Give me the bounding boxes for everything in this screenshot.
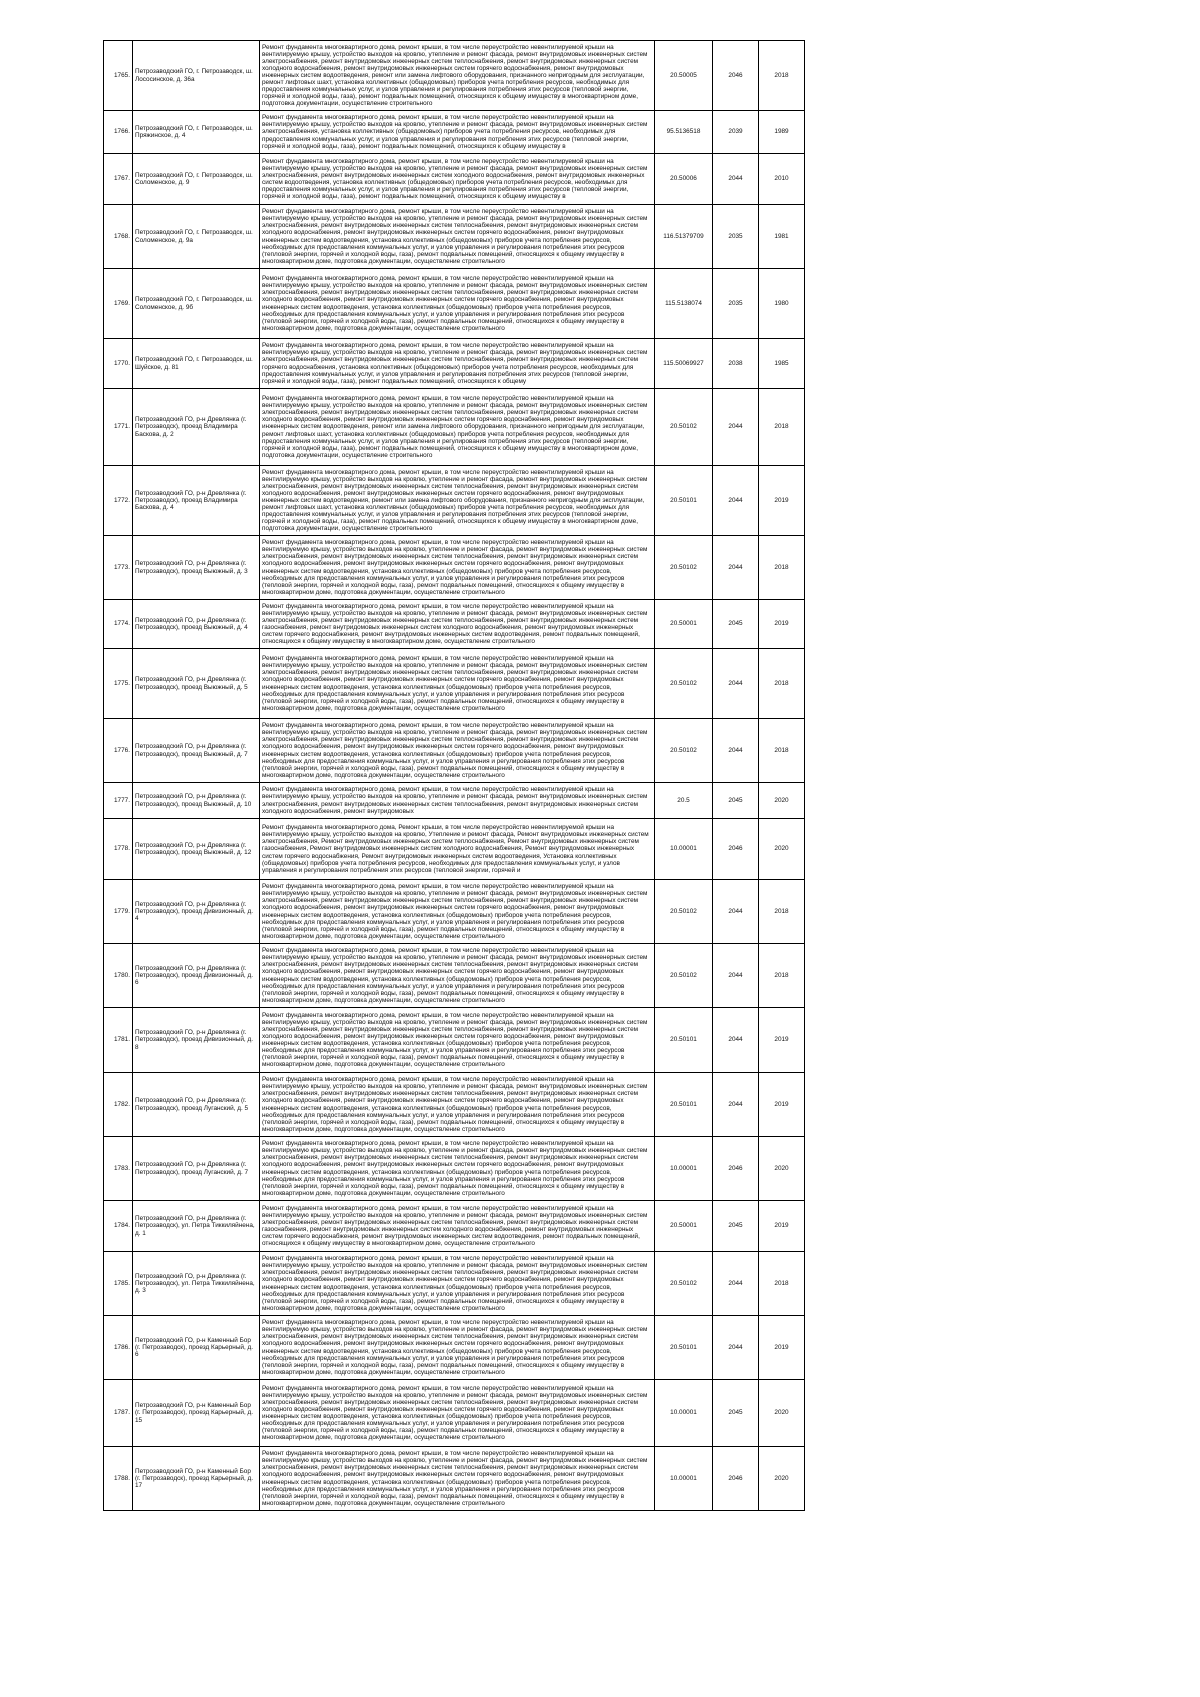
row-year-end: 2044 — [713, 944, 759, 1008]
row-address: Петрозаводский ГО, р-н Древлянка (г. Петрозаводск), проезд Владимира Баскова, д. 4 — [133, 466, 260, 536]
row-number: 1781. — [104, 1008, 133, 1073]
row-year-end: 2044 — [713, 389, 759, 466]
row-cost: 20.50102 — [655, 1252, 713, 1316]
row-address: Петрозаводский ГО, г. Петрозаводск, ш. Соломенское, д. 9 — [133, 154, 260, 205]
row-works-text: Ремонт фундамента многоквартирного дома, ремонт крыши, в том числе переустройство невентилируемой крыши на вентилируемую крышу, устройство выходов на кровлю, утепление и ремонт фасада, ремонт внутридомовых инженерных систем электроснабжения, ремонт внутридомовых инженерных систем теплоснабжения, ремонт внутридомовых инженерных систем холодного водоснабжения, ремонт внутридомовых инженерных систем горячего водоснабжения, ремонт внутридомовых инженерных систем водоотведения, установка коллективных (общедомовых) приборов учета потребления ресурсов, необходимых для предоставления коммунальных услуг, и узлов управления и регулирования потребления этих ресурсов (тепловой энергии, горячей и холодной воды, газа), ремонт подвальных помещений, относящихся к общему имуществу в многоквартирном доме, подготовка документации, осуществление строительного — [262, 1319, 648, 1376]
row-address: Петрозаводский ГО, р-н Каменный Бор (г. Петрозаводск), проезд Карьерный, д. 17 — [133, 1447, 260, 1511]
row-works-text: Ремонт фундамента многоквартирного дома, ремонт крыши, в том числе переустройство невентилируемой крыши на вентилируемую крышу, устройство выходов на кровлю, утепление и ремонт фасада, ремонт внутридомовых инженерных систем электроснабжения, ремонт внутридомовых инженерных систем теплоснабжения, ремонт внутридомовых инженерных систем горячего водоснабжения, установка коллективных (общедомовых) приборов учета потребления ресурсов, необходимых для предоставления коммунальных услуг, и узлов управления и регулирования потребления этих ресурсов (тепловой энергии, горячей и холодной воды, газа), ремонт подвальных помещений, относящихся к общему — [262, 342, 648, 385]
table-row — [104, 154, 805, 205]
row-address: Петрозаводский ГО, р-н Каменный Бор (г. Петрозаводск), проезд Карьерный, д. 15 — [133, 1380, 260, 1447]
row-number: 1784. — [104, 1201, 133, 1252]
row-year-end: 2045 — [713, 783, 759, 819]
row-year-built: 2019 — [759, 1008, 805, 1073]
table-row — [104, 1201, 805, 1252]
row-year-end: 2045 — [713, 1201, 759, 1252]
row-year-built: 2018 — [759, 536, 805, 600]
table-row — [104, 339, 805, 389]
row-year-end: 2046 — [713, 1137, 759, 1201]
row-year-end: 2044 — [713, 649, 759, 719]
row-year-built: 2019 — [759, 1201, 805, 1252]
row-number: 1774. — [104, 600, 133, 649]
row-address: Петрозаводский ГО, г. Петрозаводск, ш. Соломенское, д. 9а — [133, 205, 260, 269]
row-works — [260, 600, 655, 649]
table-row — [104, 41, 805, 111]
row-year-end: 2038 — [713, 339, 759, 389]
row-works — [260, 944, 655, 1008]
row-year-end: 2039 — [713, 111, 759, 154]
row-year-built: 2018 — [759, 880, 805, 944]
row-address: Петрозаводский ГО, р-н Древлянка (г. Петрозаводск), проезд Дивизионный, д. 8 — [133, 1008, 260, 1073]
row-cost: 20.50101 — [655, 1316, 713, 1380]
row-year-built: 2010 — [759, 154, 805, 205]
row-year-built: 1985 — [759, 339, 805, 389]
row-year-end: 2035 — [713, 269, 759, 339]
row-year-built: 2020 — [759, 1137, 805, 1201]
row-cost: 20.50102 — [655, 880, 713, 944]
row-works — [260, 1008, 655, 1073]
table-row — [104, 649, 805, 719]
row-number: 1772. — [104, 466, 133, 536]
row-year-built: 2020 — [759, 1380, 805, 1447]
row-year-end: 2046 — [713, 819, 759, 880]
row-cost: 20.50005 — [655, 41, 713, 111]
row-cost: 10.00001 — [655, 1447, 713, 1511]
row-works — [260, 819, 655, 880]
table-row — [104, 880, 805, 944]
row-works-text: Ремонт фундамента многоквартирного дома, ремонт крыши, в том числе переустройство невентилируемой крыши на вентилируемую крышу, устройство выходов на кровлю, утепление и ремонт фасада, ремонт внутридомовых инженерных систем электроснабжения, ремонт внутридомовых инженерных систем теплоснабжения, ремонт внутридомовых инженерных систем холодного водоснабжения, ремонт внутридомовых инженерных систем горячего водоснабжения, ремонт внутридомовых инженерных систем водоотведения, установка коллективных (общедомовых) приборов учета потребления ресурсов, необходимых для предоставления коммунальных услуг, и узлов управления и регулирования потребления этих ресурсов (тепловой энергии, горячей и холодной воды, газа), ремонт подвальных помещений, относящихся к общему имуществу в многоквартирном доме, подготовка документации, осуществление строительного — [262, 1384, 648, 1442]
row-year-end: 2044 — [713, 1316, 759, 1380]
row-cost: 20.50102 — [655, 389, 713, 466]
table-row — [104, 1316, 805, 1380]
table-row — [104, 466, 805, 536]
row-year-built: 2018 — [759, 41, 805, 111]
row-cost: 10.00001 — [655, 1380, 713, 1447]
row-address: Петрозаводский ГО, р-н Древлянка (г. Петрозаводск), проезд Владимира Баскова, д. 2 — [133, 389, 260, 466]
row-number: 1771. — [104, 389, 133, 466]
table-row — [104, 783, 805, 819]
row-year-end: 2045 — [713, 600, 759, 649]
row-year-built: 2019 — [759, 466, 805, 536]
row-address: Петрозаводский ГО, р-н Древлянка (г. Петрозаводск), проезд Дивизионный, д. 4 — [133, 880, 260, 944]
row-cost: 20.50101 — [655, 1008, 713, 1073]
row-works-text: Ремонт фундамента многоквартирного дома, ремонт крыши, в том числе переустройство невентилируемой крыши на вентилируемую крышу, устройство выходов на кровлю, утепление и ремонт фасада, ремонт внутридомовых инженерных систем электроснабжения, ремонт внутридомовых инженерных систем теплоснабжения, ремонт внутридомовых инженерных систем газоснабжения, ремонт внутридомовых инженерных систем холодного водоснабжения, ремонт внутридомовых инженерных систем горячего водоснабжения, ремонт внутридомовых инженерных систем водоотведения, ремонт подвальных помещений, относящихся к общему имуществу в многоквартирном доме, осуществление строительного — [262, 1204, 648, 1248]
row-number: 1787. — [104, 1380, 133, 1447]
row-works-text: Ремонт фундамента многоквартирного дома, ремонт крыши, в том числе переустройство невентилируемой крыши на вентилируемую крышу, устройство выходов на кровлю, утепление и ремонт фасада, ремонт внутридомовых инженерных систем электроснабжения, ремонт внутридомовых инженерных систем теплоснабжения, ремонт внутридомовых инженерных систем холодного водоснабжения, ремонт внутридомовых инженерных систем горячего водоснабжения, ремонт внутридомовых инженерных систем водоотведения, установка коллективных (общедомовых) приборов учета потребления ресурсов, необходимых для предоставления коммунальных услуг, и узлов управления и регулирования потребления этих ресурсов (тепловой энергии, горячей и холодной воды, газа), ремонт подвальных помещений, относящихся к общему имуществу в многоквартирном доме, подготовка документации, осуществление строительного — [262, 655, 648, 712]
row-works — [260, 41, 655, 111]
row-number: 1767. — [104, 154, 133, 205]
row-number: 1773. — [104, 536, 133, 600]
row-cost: 20.50102 — [655, 536, 713, 600]
row-works — [260, 205, 655, 269]
table-row — [104, 944, 805, 1008]
row-number: 1775. — [104, 649, 133, 719]
row-address: Петрозаводский ГО, р-н Древлянка (г. Петрозаводск), проезд Выюжный, д. 10 — [133, 783, 260, 819]
row-works-text: Ремонт фундамента многоквартирного дома, ремонт крыши, в том числе переустройство невентилируемой крыши на вентилируемую крышу, устройство выходов на кровлю, утепление и ремонт фасада, ремонт внутридомовых инженерных систем электроснабжения, ремонт внутридомовых инженерных систем теплоснабжения, ремонт внутридомовых инженерных систем холодного водоснабжения, ремонт внутридомовых инженерных систем горячего водоснабжения, ремонт внутридомовых инженерных систем водоотведения, установка коллективных (общедомовых) приборов учета потребления ресурсов, необходимых для предоставления коммунальных услуг, и узлов управления и регулирования потребления этих ресурсов (тепловой энергии, горячей и холодной воды, газа), ремонт подвальных помещений, относящихся к общему имуществу в многоквартирном доме, подготовка документации, осуществление строительного — [262, 1450, 648, 1507]
table-row — [104, 536, 805, 600]
row-cost: 115.50069927 — [655, 339, 713, 389]
row-works-text: Ремонт фундамента многоквартирного дома, ремонт крыши, в том числе переустройство невентилируемой крыши на вентилируемую крышу, устройство выходов на кровлю, утепление и ремонт фасада, ремонт внутридомовых инженерных систем электроснабжения, ремонт внутридомовых инженерных систем холодного водоснабжения, ремонт внутридомовых инженерных систем водоотведения, установка коллективных (общедомовых) приборов учета потребления ресурсов, необходимых для предоставления коммунальных услуг, и узлов управления и регулирования потребления этих ресурсов (тепловой энергии, горячей и холодной воды, газа), ремонт подвальных помещений, относящихся к общему имуществу в — [262, 157, 648, 201]
row-year-built: 2019 — [759, 1316, 805, 1380]
row-year-end: 2046 — [713, 1447, 759, 1511]
row-number: 1766. — [104, 111, 133, 154]
row-works-text: Ремонт фундамента многоквартирного дома, ремонт крыши, в том числе переустройство невентилируемой крыши на вентилируемую крышу, устройство выходов на кровлю, утепление и ремонт фасада, ремонт внутридомовых инженерных систем электроснабжения, ремонт внутридомовых инженерных систем теплоснабжения, ремонт внутридомовых инженерных систем холодного водоснабжения, ремонт внутридомовых инженерных систем горячего водоснабжения, ремонт внутридомовых инженерных систем водоотведения, ремонт или замена лифтового оборудования, признанного непригодным для эксплуатации, ремонт лифтовых шахт, установка коллективных (общедомовых) приборов учета потребления ресурсов, необходимых для предоставления коммунальных услуг, и узлов управления и регулирования потребления этих ресурсов (тепловой энергии, горячей и холодной воды, газа), ремонт подвальных помещений, относящихся к общему имуществу в многоквартирном доме, подготовка документации, осуществление строительного — [262, 468, 648, 533]
row-address: Петрозаводский ГО, р-н Древлянка (г. Петрозаводск), проезд Дивизионный, д. 6 — [133, 944, 260, 1008]
row-works-text: Ремонт фундамента многоквартирного дома, ремонт крыши, в том числе переустройство невентилируемой крыши на вентилируемую крышу, устройство выходов на кровлю, утепление и ремонт фасада, ремонт внутридомовых инженерных систем электроснабжения, ремонт внутридомовых инженерных систем теплоснабжения, ремонт внутридомовых инженерных систем холодного водоснабжения, ремонт внутридомовых инженерных систем горячего водоснабжения, ремонт внутридомовых инженерных систем водоотведения, установка коллективных (общедомовых) приборов учета потребления ресурсов, необходимых для предоставления коммунальных услуг, и узлов управления и регулирования потребления этих ресурсов (тепловой энергии, горячей и холодной воды, газа), ремонт подвальных помещений, относящихся к общему имуществу в многоквартирном доме, подготовка документации, осуществление строительного — [262, 947, 648, 1004]
row-number: 1779. — [104, 880, 133, 944]
table-row — [104, 205, 805, 269]
row-works-text: Ремонт фундамента многоквартирного дома, ремонт крыши, в том числе переустройство невентилируемой крыши на вентилируемую крышу, устройство выходов на кровлю, утепление и ремонт фасада, ремонт внутридомовых инженерных систем электроснабжения, ремонт внутридомовых инженерных систем теплоснабжения, ремонт внутридомовых инженерных систем холодного водоснабжения, ремонт внутридомовых инженерных систем горячего водоснабжения, ремонт внутридомовых инженерных систем водоотведения, установка коллективных (общедомовых) приборов учета потребления ресурсов, необходимых для предоставления коммунальных услуг, и узлов управления и регулирования потребления этих ресурсов (тепловой энергии, горячей и холодной воды, газа), ремонт подвальных помещений, относящихся к общему имуществу в многоквартирном доме, подготовка документации, осуществление строительного — [262, 539, 648, 596]
row-year-end: 2044 — [713, 1008, 759, 1073]
row-year-built: 2020 — [759, 819, 805, 880]
row-year-built: 2020 — [759, 783, 805, 819]
row-address: Петрозаводский ГО, р-н Древлянка (г. Петрозаводск), проезд Выюжный, д. 3 — [133, 536, 260, 600]
row-year-built: 2018 — [759, 1252, 805, 1316]
row-year-built: 1989 — [759, 111, 805, 154]
row-works-text: Ремонт фундамента многоквартирного дома, ремонт крыши, в том числе переустройство невентилируемой крыши на вентилируемую крышу, устройство выходов на кровлю, утепление и ремонт фасада, ремонт внутридомовых инженерных систем электроснабжения, ремонт внутридомовых инженерных систем теплоснабжения, ремонт внутридомовых инженерных систем холодного водоснабжения, ремонт внутридомовых инженерных систем горячего водоснабжения, ремонт внутридомовых инженерных систем водоотведения, ремонт или замена лифтового оборудования, признанного непригодным для эксплуатации, ремонт лифтовых шахт, установка коллективных (общедомовых) приборов учета потребления ресурсов, необходимых для предоставления коммунальных услуг, и узлов управления и регулирования потребления этих ресурсов (тепловой энергии, горячей и холодной воды, газа), ремонт подвальных помещений, относящихся к общему имуществу в многоквартирном доме, подготовка документации, осуществление строительного — [262, 43, 648, 108]
row-year-end: 2044 — [713, 719, 759, 783]
row-works-text: Ремонт фундамента многоквартирного дома, ремонт крыши, в том числе переустройство невентилируемой крыши на вентилируемую крышу, устройство выходов на кровлю, утепление и ремонт фасада, ремонт внутридомовых инженерных систем электроснабжения, ремонт внутридомовых инженерных систем теплоснабжения, ремонт внутридомовых инженерных систем газоснабжения, ремонт внутридомовых инженерных систем холодного водоснабжения, ремонт внутридомовых инженерных систем горячего водоснабжения, ремонт внутридомовых инженерных систем водоотведения, ремонт подвальных помещений, относящихся к общему имуществу в многоквартирном доме, осуществление строительного — [262, 602, 648, 646]
row-address: Петрозаводский ГО, р-н Каменный Бор (г. Петрозаводск), проезд Карьерный, д. 6 — [133, 1316, 260, 1380]
row-cost: 95.5136518 — [655, 111, 713, 154]
row-address: Петрозаводский ГО, р-н Древлянка (г. Петрозаводск), проезд Выюжный, д. 5 — [133, 649, 260, 719]
row-address: Петрозаводский ГО, р-н Древлянка (г. Петрозаводск), проезд Выюжный, д. 12 — [133, 819, 260, 880]
row-year-end: 2044 — [713, 880, 759, 944]
row-year-end: 2046 — [713, 41, 759, 111]
row-works — [260, 1380, 655, 1447]
capital-repair-table — [103, 40, 805, 1511]
row-works — [260, 111, 655, 154]
row-address: Петрозаводский ГО, р-н Древлянка (г. Петрозаводск), проезд Выюжный, д. 4 — [133, 600, 260, 649]
table-row — [104, 819, 805, 880]
row-year-built: 2019 — [759, 1073, 805, 1137]
table-row — [104, 1137, 805, 1201]
row-works-text: Ремонт фундамента многоквартирного дома, ремонт крыши, в том числе переустройство невентилируемой крыши на вентилируемую крышу, устройство выходов на кровлю, утепление и ремонт фасада, ремонт внутридомовых инженерных систем электроснабжения, ремонт внутридомовых инженерных систем теплоснабжения, ремонт внутридомовых инженерных систем холодного водоснабжения, ремонт внутридомовых инженерных систем горячего водоснабжения, ремонт внутридомовых инженерных систем водоотведения, установка коллективных (общедомовых) приборов учета потребления ресурсов, необходимых для предоставления коммунальных услуг, и узлов управления и регулирования потребления этих ресурсов (тепловой энергии, горячей и холодной воды, газа), ремонт подвальных помещений, относящихся к общему имуществу в многоквартирном доме, подготовка документации, осуществление строительного — [262, 722, 648, 779]
row-number: 1770. — [104, 339, 133, 389]
row-works-text: Ремонт фундамента многоквартирного дома, ремонт крыши, в том числе переустройство невентилируемой крыши на вентилируемую крышу, устройство выходов на кровлю, утепление и ремонт фасада, ремонт внутридомовых инженерных систем электроснабжения, установка коллективных (общедомовых) приборов учета потребления ресурсов, необходимых для предоставления коммунальных услуг, и узлов управления и регулирования потребления этих ресурсов (тепловой энергии, горячей и холодной воды, газа), ремонт подвальных помещений, относящихся к общему имуществу в — [262, 114, 648, 150]
row-cost: 116.51379709 — [655, 205, 713, 269]
row-works-text: Ремонт фундамента многоквартирного дома, ремонт крыши, в том числе переустройство невентилируемой крыши на вентилируемую крышу, устройство выходов на кровлю, утепление и ремонт фасада, ремонт внутридомовых инженерных систем электроснабжения, ремонт внутридомовых инженерных систем теплоснабжения, ремонт внутридомовых инженерных систем холодного водоснабжения, ремонт внутридомовых инженерных систем горячего водоснабжения, ремонт внутридомовых инженерных систем водоотведения, установка коллективных (общедомовых) приборов учета потребления ресурсов, необходимых для предоставления коммунальных услуг, и узлов управления и регулирования потребления этих ресурсов (тепловой энергии, горячей и холодной воды, газа), ремонт подвальных помещений, относящихся к общему имуществу в многоквартирном доме, подготовка документации, осуществление строительного — [262, 883, 648, 940]
row-year-end: 2044 — [713, 154, 759, 205]
table-row — [104, 1073, 805, 1137]
table-row — [104, 389, 805, 466]
row-number: 1785. — [104, 1252, 133, 1316]
row-works — [260, 1201, 655, 1252]
table-row — [104, 1447, 805, 1511]
row-address: Петрозаводский ГО, р-н Древлянка (г. Петрозаводск), проезд Луганский, д. 5 — [133, 1073, 260, 1137]
row-works — [260, 1073, 655, 1137]
row-year-built: 2020 — [759, 1447, 805, 1511]
table-row — [104, 600, 805, 649]
row-cost: 20.50006 — [655, 154, 713, 205]
table-row — [104, 719, 805, 783]
row-address: Петрозаводский ГО, г. Петрозаводск, ш. Шуйское, д. 81 — [133, 339, 260, 389]
row-number: 1769. — [104, 269, 133, 339]
row-cost: 20.5 — [655, 783, 713, 819]
row-address: Петрозаводский ГО, р-н Древлянка (г. Петрозаводск), проезд Выюжный, д. 7 — [133, 719, 260, 783]
row-number: 1782. — [104, 1073, 133, 1137]
row-works-text: Ремонт фундамента многоквартирного дома, ремонт крыши, в том числе переустройство невентилируемой крыши на вентилируемую крышу, устройство выходов на кровлю, утепление и ремонт фасада, ремонт внутридомовых инженерных систем электроснабжения, ремонт внутридомовых инженерных систем теплоснабжения, ремонт внутридомовых инженерных систем холодного водоснабжения, ремонт внутридомовых инженерных систем горячего водоснабжения, ремонт внутридомовых инженерных систем водоотведения, установка коллективных (общедомовых) приборов учета потребления ресурсов, необходимых для предоставления коммунальных услуг, и узлов управления и регулирования потребления этих ресурсов (тепловой энергии, горячей и холодной воды, газа), ремонт подвальных помещений, относящихся к общему имуществу в многоквартирном доме, подготовка документации, осуществление строительного — [262, 1011, 648, 1069]
table-row — [104, 1252, 805, 1316]
row-works-text: Ремонт фундамента многоквартирного дома, ремонт крыши, в том числе переустройство невентилируемой крыши на вентилируемую крышу, устройство выходов на кровлю, утепление и ремонт фасада, ремонт внутридомовых инженерных систем электроснабжения, ремонт внутридомовых инженерных систем теплоснабжения, ремонт внутридомовых инженерных систем холодного водоснабжения, ремонт внутридомовых инженерных систем горячего водоснабжения, ремонт внутридомовых инженерных систем водоотведения, установка коллективных (общедомовых) приборов учета потребления ресурсов, необходимых для предоставления коммунальных услуг, и узлов управления и регулирования потребления этих ресурсов (тепловой энергии, горячей и холодной воды, газа), ремонт подвальных помещений, относящихся к общему имуществу в многоквартирном доме, подготовка документации, осуществление строительного — [262, 208, 648, 265]
row-cost: 10.00001 — [655, 1137, 713, 1201]
row-works — [260, 783, 655, 819]
row-year-built: 2018 — [759, 649, 805, 719]
row-address: Петрозаводский ГО, р-н Древлянка (г. Петрозаводск), ул. Петра Тиккиляйнена, д. 1 — [133, 1201, 260, 1252]
row-address: Петрозаводский ГО, г. Петрозаводск, ш. Лососинское, д. 36а — [133, 41, 260, 111]
row-works-text: Ремонт фундамента многоквартирного дома, ремонт крыши, в том числе переустройство невентилируемой крыши на вентилируемую крышу, устройство выходов на кровлю, утепление и ремонт фасада, ремонт внутридомовых инженерных систем электроснабжения, ремонт внутридомовых инженерных систем теплоснабжения, ремонт внутридомовых инженерных систем холодного водоснабжения, ремонт внутридомовых инженерных систем горячего водоснабжения, ремонт внутридомовых инженерных систем водоотведения, установка коллективных (общедомовых) приборов учета потребления ресурсов, необходимых для предоставления коммунальных услуг, и узлов управления и регулирования потребления этих ресурсов (тепловой энергии, горячей и холодной воды, газа), ремонт подвальных помещений, относящихся к общему имуществу в многоквартирном доме, подготовка документации, осуществление строительного — [262, 1140, 648, 1197]
row-number: 1776. — [104, 719, 133, 783]
row-cost: 20.50001 — [655, 1201, 713, 1252]
row-works — [260, 154, 655, 205]
row-year-built: 1980 — [759, 269, 805, 339]
row-cost: 20.50102 — [655, 944, 713, 1008]
row-year-end: 2044 — [713, 1073, 759, 1137]
row-cost: 20.50102 — [655, 719, 713, 783]
row-works — [260, 880, 655, 944]
row-number: 1777. — [104, 783, 133, 819]
table-row — [104, 1380, 805, 1447]
row-cost: 20.50102 — [655, 649, 713, 719]
row-address: Петрозаводский ГО, р-н Древлянка (г. Петрозаводск), проезд Луганский, д. 7 — [133, 1137, 260, 1201]
row-cost: 20.50001 — [655, 600, 713, 649]
row-works — [260, 1447, 655, 1511]
row-works — [260, 536, 655, 600]
row-year-end: 2045 — [713, 1380, 759, 1447]
table-row — [104, 111, 805, 154]
row-works — [260, 466, 655, 536]
row-number: 1768. — [104, 205, 133, 269]
row-year-built: 2018 — [759, 389, 805, 466]
row-cost: 20.50101 — [655, 1073, 713, 1137]
row-address: Петрозаводский ГО, р-н Древлянка (г. Петрозаводск), ул. Петра Тиккиляйнена, д. 3 — [133, 1252, 260, 1316]
row-cost: 10.00001 — [655, 819, 713, 880]
row-works — [260, 389, 655, 466]
row-works — [260, 1137, 655, 1201]
table-row — [104, 1008, 805, 1073]
row-year-end: 2044 — [713, 536, 759, 600]
row-year-built: 2018 — [759, 944, 805, 1008]
table-row — [104, 269, 805, 339]
table-body — [104, 41, 805, 1511]
row-works — [260, 1252, 655, 1316]
row-number: 1765. — [104, 41, 133, 111]
row-works — [260, 649, 655, 719]
row-year-built: 2018 — [759, 719, 805, 783]
row-works-text: Ремонт фундамента многоквартирного дома, ремонт крыши, в том числе переустройство невентилируемой крыши на вентилируемую крышу, устройство выходов на кровлю, утепление и ремонт фасада, ремонт внутридомовых инженерных систем электроснабжения, ремонт внутридомовых инженерных систем теплоснабжения, ремонт внутридомовых инженерных систем холодного водоснабжения, ремонт внутридомовых инженерных систем горячего водоснабжения, ремонт внутридомовых инженерных систем водоотведения, установка коллективных (общедомовых) приборов учета потребления ресурсов, необходимых для предоставления коммунальных услуг, и узлов управления и регулирования потребления этих ресурсов (тепловой энергии, горячей и холодной воды, газа), ремонт подвальных помещений, относящихся к общему имуществу в многоквартирном доме, подготовка документации, осуществление строительного — [262, 275, 648, 332]
row-works — [260, 1316, 655, 1380]
row-year-end: 2035 — [713, 205, 759, 269]
row-address: Петрозаводский ГО, г. Петрозаводск, ш. Соломенское, д. 9б — [133, 269, 260, 339]
row-year-end: 2044 — [713, 466, 759, 536]
row-number: 1778. — [104, 819, 133, 880]
row-year-end: 2044 — [713, 1252, 759, 1316]
row-works — [260, 719, 655, 783]
row-year-built: 1981 — [759, 205, 805, 269]
row-year-built: 2019 — [759, 600, 805, 649]
row-works-text: Ремонт фундамента многоквартирного дома, ремонт крыши, в том числе переустройство невентилируемой крыши на вентилируемую крышу, устройство выходов на кровлю, утепление и ремонт фасада, ремонт внутридомовых инженерных систем электроснабжения, ремонт внутридомовых инженерных систем теплоснабжения, ремонт внутридомовых инженерных систем холодного водоснабжения, ремонт внутридомовых — [262, 786, 648, 815]
row-works — [260, 339, 655, 389]
row-works — [260, 269, 655, 339]
row-number: 1788. — [104, 1447, 133, 1511]
row-number: 1780. — [104, 944, 133, 1008]
row-works-text: Ремонт фундамента многоквартирного дома, ремонт крыши, в том числе переустройство невентилируемой крыши на вентилируемую крышу, устройство выходов на кровлю, утепление и ремонт фасада, ремонт внутридомовых инженерных систем электроснабжения, ремонт внутридомовых инженерных систем теплоснабжения, ремонт внутридомовых инженерных систем холодного водоснабжения, ремонт внутридомовых инженерных систем горячего водоснабжения, ремонт внутридомовых инженерных систем водоотведения, ремонт или замена лифтового оборудования, признанного непригодным для эксплуатации, ремонт лифтовых шахт, установка коллективных (общедомовых) приборов учета потребления ресурсов, необходимых для предоставления коммунальных услуг, и узлов управления и регулирования потребления этих ресурсов (тепловой энергии, горячей и холодной воды, газа), ремонт подвальных помещений, относящихся к общему имуществу в многоквартирном доме, подготовка документации, осуществление строительного — [262, 395, 648, 459]
row-number: 1786. — [104, 1316, 133, 1380]
row-works-text: Ремонт фундамента многоквартирного дома, ремонт крыши, в том числе переустройство невентилируемой крыши на вентилируемую крышу, устройство выходов на кровлю, утепление и ремонт фасада, ремонт внутридомовых инженерных систем электроснабжения, ремонт внутридомовых инженерных систем теплоснабжения, ремонт внутридомовых инженерных систем холодного водоснабжения, ремонт внутридомовых инженерных систем горячего водоснабжения, ремонт внутридомовых инженерных систем водоотведения, установка коллективных (общедомовых) приборов учета потребления ресурсов, необходимых для предоставления коммунальных услуг, и узлов управления и регулирования потребления этих ресурсов (тепловой энергии, горячей и холодной воды, газа), ремонт подвальных помещений, относящихся к общему имуществу в многоквартирном доме, подготовка документации, осуществление строительного — [262, 1076, 648, 1133]
row-number: 1783. — [104, 1137, 133, 1201]
row-address: Петрозаводский ГО, г. Петрозаводск, ш. Пряжинское, д. 4 — [133, 111, 260, 154]
row-works-text: Ремонт фундамента многоквартирного дома, Ремонт крыши, в том числе переустройство невентилируемой крыши на вентилируемую крышу, устройство выходов на кровлю, Утепление и ремонт фасада, Ремонт внутридомовых инженерных систем электроснабжения, Ремонт внутридомовых инженерных систем теплоснабжения, Ремонт внутридомовых инженерных систем газоснабжения, Ремонт внутридомовых инженерных систем холодного водоснабжения, Ремонт внутридомовых инженерных систем горячего водоснабжения, Ремонт внутридомовых инженерных систем водоотведения, Установка коллективных (общедомовых) приборов учета потребления ресурсов, необходимых для предоставления коммунальных услуг, и узлов управления и регулирования потребления этих ресурсов (тепловой энергии, горячей и — [262, 824, 649, 874]
row-cost: 115.5138074 — [655, 269, 713, 339]
row-works-text: Ремонт фундамента многоквартирного дома, ремонт крыши, в том числе переустройство невентилируемой крыши на вентилируемую крышу, устройство выходов на кровлю, утепление и ремонт фасада, ремонт внутридомовых инженерных систем электроснабжения, ремонт внутридомовых инженерных систем теплоснабжения, ремонт внутридомовых инженерных систем холодного водоснабжения, ремонт внутридомовых инженерных систем горячего водоснабжения, ремонт внутридомовых инженерных систем водоотведения, установка коллективных (общедомовых) приборов учета потребления ресурсов, необходимых для предоставления коммунальных услуг, и узлов управления и регулирования потребления этих ресурсов (тепловой энергии, горячей и холодной воды, газа), ремонт подвальных помещений, относящихся к общему имуществу в многоквартирном доме, подготовка документации, осуществление строительного — [262, 1255, 648, 1312]
row-cost: 20.50101 — [655, 466, 713, 536]
